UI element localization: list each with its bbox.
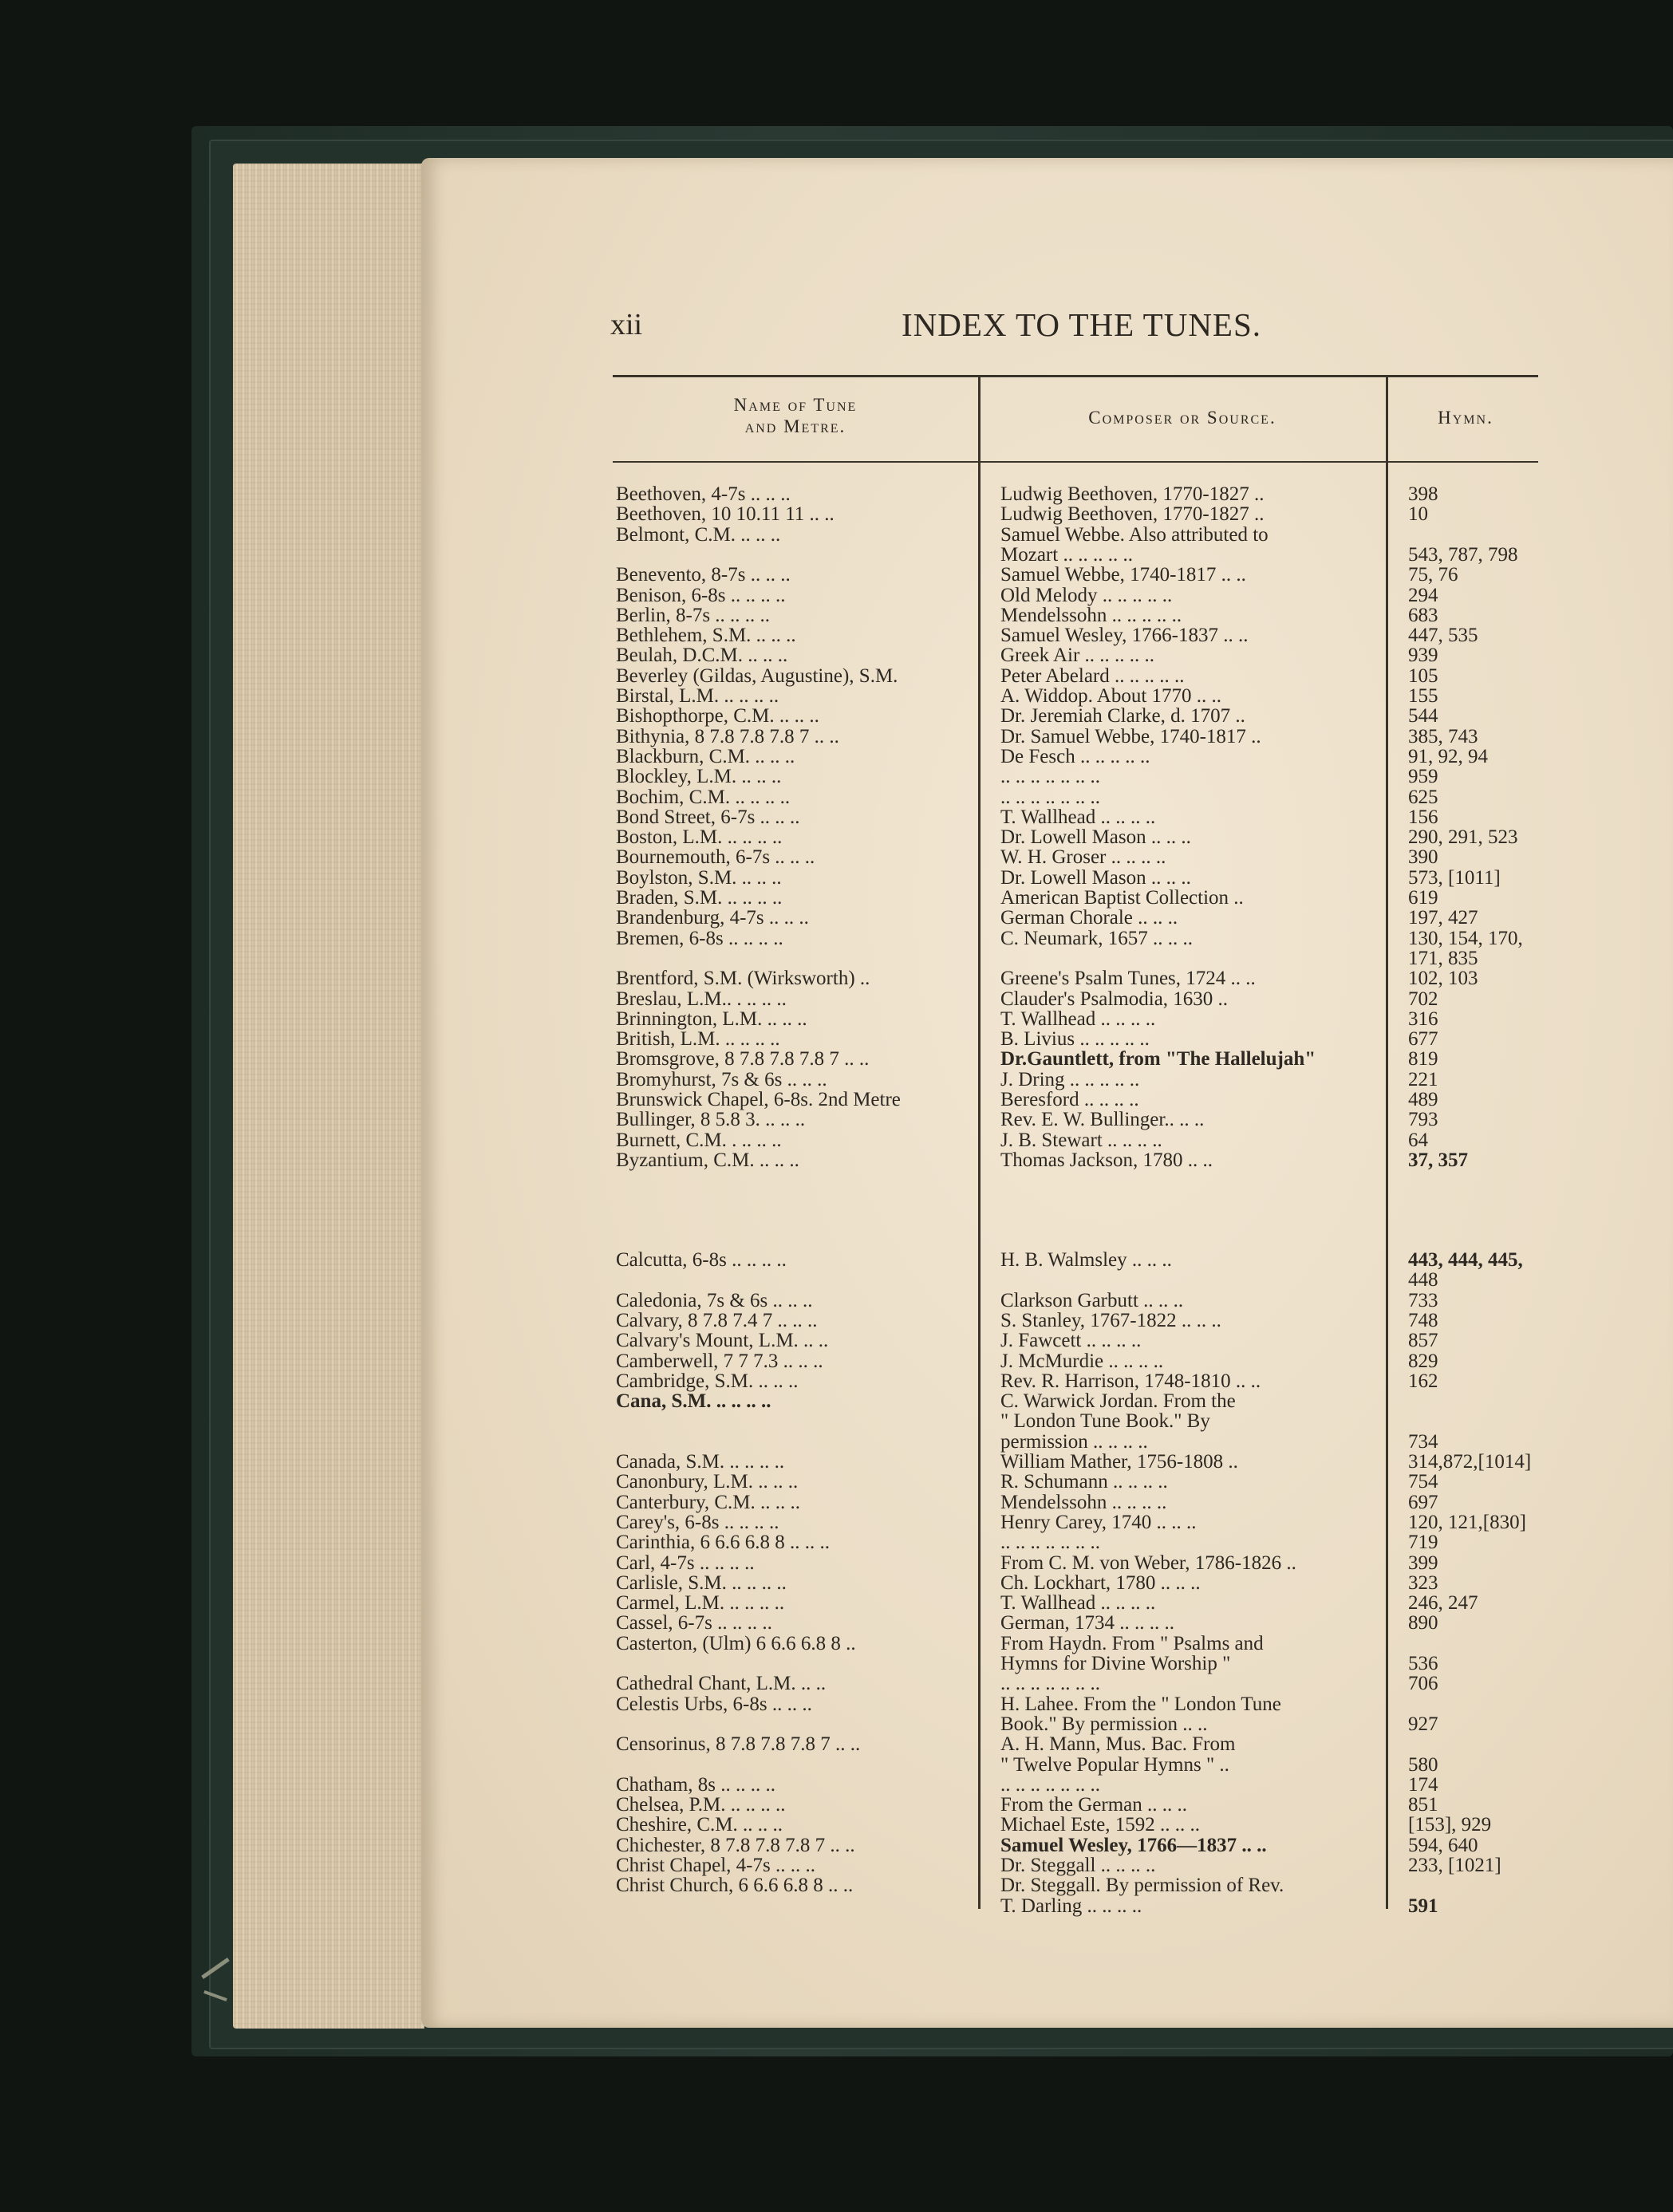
entry-composer: De Fesch .. .. .. .. .. bbox=[1000, 745, 1150, 767]
entry-composer: J. McMurdie .. .. .. .. bbox=[1000, 1350, 1164, 1372]
entry-name: Canada, S.M. .. .. .. .. bbox=[616, 1451, 785, 1473]
entry-name: Christ Church, 6 6.6 6.8 8 .. .. bbox=[616, 1875, 854, 1897]
entry-composer: Old Melody .. .. .. .. .. bbox=[1000, 584, 1173, 606]
entry-hymn: 580 bbox=[1408, 1753, 1438, 1776]
entry-composer: S. Stanley, 1767-1822 .. .. .. bbox=[1000, 1309, 1221, 1331]
entry-hymn: 162 bbox=[1408, 1370, 1438, 1392]
entry-hymn: 447, 535 bbox=[1408, 625, 1478, 647]
entry-hymn: 37, 357 bbox=[1408, 1149, 1468, 1171]
entry-hymn: 619 bbox=[1408, 887, 1438, 909]
entry-composer: Greek Air .. .. .. .. .. bbox=[1000, 645, 1155, 667]
entry-name: Braden, S.M. .. .. .. .. bbox=[616, 887, 783, 909]
entry-hymn: 719 bbox=[1408, 1532, 1438, 1554]
entry-name: Bullinger, 8 5.8 3. .. .. .. bbox=[616, 1109, 806, 1131]
entry-composer: From Haydn. From " Psalms and bbox=[1000, 1632, 1264, 1654]
entry-hymn: 221 bbox=[1408, 1068, 1438, 1090]
entry-hymn: 489 bbox=[1408, 1089, 1438, 1110]
entry-name: Casterton, (Ulm) 6 6.6 6.8 8 .. bbox=[616, 1632, 856, 1654]
entry-composer: J. Fawcett .. .. .. .. bbox=[1000, 1330, 1142, 1352]
entry-composer: J. B. Stewart .. .. .. .. bbox=[1000, 1129, 1162, 1151]
entry-composer: Samuel Webbe, 1740-1817 .. .. bbox=[1000, 564, 1246, 586]
page-number: xii bbox=[610, 308, 643, 341]
entry-hymn: 399 bbox=[1408, 1552, 1438, 1574]
entry-name: Beulah, D.C.M. .. .. .. bbox=[616, 645, 788, 667]
page-title: INDEX TO THE TUNES. bbox=[902, 306, 1262, 343]
entry-name: Bochim, C.M. .. .. .. .. bbox=[616, 786, 791, 808]
entry-composer: T. Wallhead .. .. .. .. bbox=[1000, 1007, 1156, 1030]
entry-name: Canterbury, C.M. .. .. .. bbox=[616, 1491, 800, 1513]
entry-composer: .. .. .. .. .. .. .. bbox=[1000, 766, 1100, 788]
entry-hymn: 10 bbox=[1408, 503, 1428, 526]
entry-composer: T. Wallhead .. .. .. .. bbox=[1000, 1592, 1156, 1615]
entry-hymn bbox=[1408, 1734, 1552, 1755]
entry-composer: J. Dring .. .. .. .. .. bbox=[1000, 1068, 1140, 1090]
entry-composer: Peter Abelard .. .. .. .. .. bbox=[1000, 664, 1185, 687]
entry-name: Bremen, 6-8s .. .. .. .. bbox=[616, 927, 783, 949]
entry-hymn: 174 bbox=[1408, 1773, 1438, 1796]
entry-name bbox=[616, 1432, 965, 1453]
entry-name: Burnett, C.M. . .. .. .. bbox=[616, 1129, 782, 1151]
entry-hymn: 316 bbox=[1408, 1007, 1438, 1030]
entry-composer: " Twelve Popular Hymns " .. bbox=[1000, 1753, 1229, 1776]
entry-hymn: 233, [1021] bbox=[1408, 1855, 1501, 1876]
entry-hymn: 851 bbox=[1408, 1794, 1438, 1816]
entry-name: Beverley (Gildas, Augustine), S.M. bbox=[616, 664, 898, 687]
entry-composer: permission .. .. .. .. bbox=[1000, 1430, 1148, 1453]
entry-composer: Mendelssohn .. .. .. .. bbox=[1000, 1491, 1167, 1513]
entry-composer: Dr. Samuel Webbe, 1740-1817 .. bbox=[1000, 725, 1261, 747]
entry-name: Cheshire, C.M. .. .. .. bbox=[616, 1814, 783, 1836]
entry-name: Calvary, 8 7.8 7.4 7 .. .. .. bbox=[616, 1309, 818, 1331]
entry-name: Cana, S.M. .. .. .. .. bbox=[616, 1390, 771, 1413]
entry-hymn: 120, 121,[830] bbox=[1408, 1511, 1526, 1533]
entry-hymn bbox=[1408, 1875, 1552, 1896]
entry-name: Boston, L.M. .. .. .. .. bbox=[616, 826, 783, 849]
entry-name: Bethlehem, S.M. .. .. .. bbox=[616, 625, 796, 647]
entry-composer: Dr. Lowell Mason .. .. .. bbox=[1000, 826, 1191, 849]
entry-name: British, L.M. .. .. .. .. bbox=[616, 1028, 780, 1051]
entry-hymn: 829 bbox=[1408, 1350, 1438, 1372]
entry-composer: From C. M. von Weber, 1786-1826 .. bbox=[1000, 1552, 1296, 1574]
entry-name: Cambridge, S.M. .. .. .. bbox=[616, 1370, 799, 1392]
entry-composer: T. Darling .. .. .. .. bbox=[1000, 1895, 1142, 1917]
entry-hymn: 398 bbox=[1408, 483, 1438, 505]
entry-name bbox=[616, 1896, 965, 1917]
entry-name: Censorinus, 8 7.8 7.8 7.8 7 .. .. bbox=[616, 1733, 861, 1756]
entry-name: Caledonia, 7s & 6s .. .. .. bbox=[616, 1289, 813, 1311]
entry-composer: Henry Carey, 1740 .. .. .. bbox=[1000, 1511, 1197, 1533]
entry-composer: .. .. .. .. .. .. .. bbox=[1000, 1773, 1100, 1796]
entry-hymn: 130, 154, 170, bbox=[1408, 927, 1523, 949]
entry-name bbox=[616, 1411, 965, 1432]
entry-name: Chelsea, P.M. .. .. .. .. bbox=[616, 1794, 786, 1816]
entry-name: Chatham, 8s .. .. .. .. bbox=[616, 1773, 775, 1796]
entry-composer: Rev. E. W. Bullinger.. .. .. bbox=[1000, 1109, 1205, 1131]
entry-hymn: 793 bbox=[1408, 1109, 1438, 1131]
entry-name: Beethoven, 4-7s .. .. .. bbox=[616, 483, 791, 505]
entry-composer: Dr. Steggall. By permission of Rev. bbox=[1000, 1875, 1284, 1897]
entry-hymn: 544 bbox=[1408, 705, 1438, 727]
entry-hymn: 290, 291, 523 bbox=[1408, 826, 1518, 849]
entry-composer: H. B. Walmsley .. .. .. bbox=[1000, 1249, 1172, 1271]
entry-composer: " London Tune Book." By bbox=[1000, 1410, 1210, 1433]
entry-hymn: 197, 427 bbox=[1408, 907, 1478, 929]
entry-name bbox=[616, 1270, 965, 1291]
entry-composer: Dr. Lowell Mason .. .. .. bbox=[1000, 866, 1191, 889]
table-top-rule bbox=[613, 375, 1538, 377]
entry-name: Brinnington, L.M. .. .. .. bbox=[616, 1007, 807, 1030]
entry-composer: Book." By permission .. .. bbox=[1000, 1713, 1208, 1735]
entry-composer: William Mather, 1756-1808 .. bbox=[1000, 1451, 1238, 1473]
entry-name: Calcutta, 6-8s .. .. .. .. bbox=[616, 1249, 787, 1271]
column-header-composer: Composer or Source. bbox=[1088, 408, 1276, 428]
entry-hymn: 706 bbox=[1408, 1673, 1438, 1695]
entry-composer: A. Widdop. About 1770 .. .. bbox=[1000, 685, 1222, 707]
entry-hymn bbox=[1408, 525, 1552, 546]
entry-hymn: [153], 929 bbox=[1408, 1814, 1492, 1836]
entry-hymn: 536 bbox=[1408, 1653, 1438, 1674]
entry-composer: .. .. .. .. .. .. .. bbox=[1000, 786, 1100, 808]
entry-hymn: 939 bbox=[1408, 645, 1438, 667]
entry-hymn: 734 bbox=[1408, 1430, 1438, 1453]
column-header-hymn: Hymn. bbox=[1438, 408, 1493, 428]
entry-hymn: 246, 247 bbox=[1408, 1592, 1478, 1615]
entry-hymn: 697 bbox=[1408, 1491, 1438, 1513]
entry-composer: T. Wallhead .. .. .. .. bbox=[1000, 806, 1156, 828]
entry-composer bbox=[1000, 948, 1366, 969]
entry-name: Berlin, 8-7s .. .. .. .. bbox=[616, 604, 771, 626]
entry-composer: W. H. Groser .. .. .. .. bbox=[1000, 846, 1166, 869]
entry-hymn: 75, 76 bbox=[1408, 564, 1458, 586]
entry-hymn: 819 bbox=[1408, 1048, 1438, 1071]
entry-name: Breslau, L.M.. . .. .. .. bbox=[616, 988, 787, 1010]
entry-name: Birstal, L.M. .. .. .. .. bbox=[616, 685, 779, 707]
column-divider-1 bbox=[978, 375, 981, 1909]
entry-hymn: 323 bbox=[1408, 1571, 1438, 1594]
entry-name: Carey's, 6-8s .. .. .. .. bbox=[616, 1511, 779, 1533]
entry-hymn: 64 bbox=[1408, 1129, 1428, 1151]
column-divider-2 bbox=[1386, 375, 1388, 1909]
entry-hymn bbox=[1408, 1391, 1552, 1412]
entry-composer: Ludwig Beethoven, 1770-1827 .. bbox=[1000, 483, 1265, 505]
entry-hymn: 702 bbox=[1408, 988, 1438, 1010]
entry-name bbox=[616, 1654, 965, 1674]
entry-name: Calvary's Mount, L.M. .. .. bbox=[616, 1330, 829, 1352]
entry-composer: Samuel Wesley, 1766-1837 .. .. bbox=[1000, 625, 1249, 647]
entry-name: Bond Street, 6-7s .. .. .. bbox=[616, 806, 800, 828]
entry-name: Benevento, 8-7s .. .. .. bbox=[616, 564, 791, 586]
entry-name: Blackburn, C.M. .. .. .. bbox=[616, 745, 795, 767]
entry-composer: Samuel Wesley, 1766—1837 .. .. bbox=[1000, 1834, 1267, 1856]
entry-hymn bbox=[1408, 1634, 1552, 1654]
entry-name bbox=[616, 948, 965, 969]
entry-hymn: 91, 92, 94 bbox=[1408, 745, 1488, 767]
entry-name bbox=[616, 1755, 965, 1776]
entry-hymn: 156 bbox=[1408, 806, 1438, 828]
entry-hymn: 171, 835 bbox=[1408, 947, 1478, 969]
entry-hymn: 594, 640 bbox=[1408, 1834, 1478, 1856]
entry-hymn: 390 bbox=[1408, 846, 1438, 869]
entry-hymn: 443, 444, 445, bbox=[1408, 1249, 1523, 1271]
entry-composer: .. .. .. .. .. .. .. bbox=[1000, 1673, 1100, 1695]
entry-composer: Ch. Lockhart, 1780 .. .. .. bbox=[1000, 1571, 1201, 1594]
entry-composer: Beresford .. .. .. .. bbox=[1000, 1089, 1139, 1110]
entry-composer: Clauder's Psalmodia, 1630 .. bbox=[1000, 988, 1229, 1010]
entry-hymn: 677 bbox=[1408, 1028, 1438, 1051]
entry-name: Bromsgrove, 8 7.8 7.8 7.8 7 .. .. bbox=[616, 1048, 870, 1071]
column-header-name bbox=[616, 394, 975, 437]
entry-hymn: 890 bbox=[1408, 1612, 1438, 1634]
entry-composer: B. Livius .. .. .. .. .. bbox=[1000, 1028, 1150, 1051]
entry-hymn: 155 bbox=[1408, 685, 1438, 707]
entry-composer: Dr. Steggall .. .. .. .. bbox=[1000, 1855, 1156, 1876]
entry-hymn: 385, 743 bbox=[1408, 725, 1478, 747]
entry-name: Brunswick Chapel, 6-8s. 2nd Metre bbox=[616, 1089, 901, 1110]
entry-hymn bbox=[1408, 1411, 1552, 1432]
entry-hymn: 448 bbox=[1408, 1269, 1438, 1291]
entry-name: Bournemouth, 6-7s .. .. .. bbox=[616, 846, 815, 869]
entry-name: Blockley, L.M. .. .. .. bbox=[616, 766, 782, 788]
entry-composer: Ludwig Beethoven, 1770-1827 .. bbox=[1000, 503, 1265, 526]
entry-name: Camberwell, 7 7 7.3 .. .. .. bbox=[616, 1350, 823, 1372]
entry-name: Boylston, S.M. .. .. .. bbox=[616, 866, 782, 889]
table-header-rule bbox=[613, 461, 1538, 463]
entry-hymn: 959 bbox=[1408, 766, 1438, 788]
entry-name: Brentford, S.M. (Wirksworth) .. bbox=[616, 968, 870, 990]
entry-hymn: 314,872,[1014] bbox=[1408, 1451, 1532, 1473]
entry-hymn: 748 bbox=[1408, 1309, 1438, 1331]
entry-composer: Clarkson Garbutt .. .. .. bbox=[1000, 1289, 1184, 1311]
entry-name bbox=[616, 1714, 965, 1735]
entry-composer: H. Lahee. From the " London Tune bbox=[1000, 1693, 1281, 1715]
entry-hymn: 733 bbox=[1408, 1289, 1438, 1311]
entry-name: Carinthia, 6 6.6 6.8 8 .. .. .. bbox=[616, 1532, 831, 1554]
entry-composer: Thomas Jackson, 1780 .. .. bbox=[1000, 1149, 1213, 1171]
entry-composer: Greene's Psalm Tunes, 1724 .. .. bbox=[1000, 968, 1256, 990]
entry-composer: From the German .. .. .. bbox=[1000, 1794, 1187, 1816]
column-header-name-line2: and Metre. bbox=[744, 416, 846, 436]
entry-composer bbox=[1000, 1270, 1366, 1291]
entry-name: Canonbury, L.M. .. .. .. bbox=[616, 1471, 799, 1493]
entry-composer: Hymns for Divine Worship " bbox=[1000, 1653, 1231, 1674]
column-header-name-line1: Name of Tune bbox=[733, 395, 858, 415]
entry-name: Carmel, L.M. .. .. .. .. bbox=[616, 1592, 785, 1615]
entry-name: Carl, 4-7s .. .. .. .. bbox=[616, 1552, 755, 1574]
entry-hymn: 294 bbox=[1408, 584, 1438, 606]
entry-hymn: 102, 103 bbox=[1408, 968, 1478, 990]
entry-hymn: 543, 787, 798 bbox=[1408, 543, 1518, 566]
entry-hymn: 573, [1011] bbox=[1408, 866, 1501, 889]
entry-hymn: 105 bbox=[1408, 664, 1438, 687]
entry-composer: A. H. Mann, Mus. Bac. From bbox=[1000, 1733, 1236, 1756]
entry-name: Benison, 6-8s .. .. .. .. bbox=[616, 584, 786, 606]
entry-hymn: 754 bbox=[1408, 1471, 1438, 1493]
entry-name: Bithynia, 8 7.8 7.8 7.8 7 .. .. bbox=[616, 725, 839, 747]
entry-hymn: 927 bbox=[1408, 1713, 1438, 1735]
entry-composer: C. Warwick Jordan. From the bbox=[1000, 1390, 1236, 1413]
entry-name: Celestis Urbs, 6-8s .. .. .. bbox=[616, 1693, 812, 1715]
entry-composer: C. Neumark, 1657 .. .. .. bbox=[1000, 927, 1193, 949]
entry-composer: Michael Este, 1592 .. .. .. bbox=[1000, 1814, 1200, 1836]
entry-composer: .. .. .. .. .. .. .. bbox=[1000, 1532, 1100, 1554]
entry-name: Christ Chapel, 4-7s .. .. .. bbox=[616, 1855, 815, 1876]
entry-hymn: 591 bbox=[1408, 1895, 1438, 1917]
entry-hymn: 683 bbox=[1408, 604, 1438, 626]
entry-name: Brandenburg, 4-7s .. .. .. bbox=[616, 907, 809, 929]
entry-composer: R. Schumann .. .. .. .. bbox=[1000, 1471, 1168, 1493]
entry-name: Byzantium, C.M. .. .. .. bbox=[616, 1149, 799, 1171]
entry-name: Cassel, 6-7s .. .. .. .. bbox=[616, 1612, 772, 1634]
entry-name: Belmont, C.M. .. .. .. bbox=[616, 523, 781, 546]
entry-composer: American Baptist Collection .. bbox=[1000, 887, 1244, 909]
entry-name: Bishopthorpe, C.M. .. .. .. bbox=[616, 705, 819, 727]
entry-hymn bbox=[1408, 1694, 1552, 1715]
entry-name: Beethoven, 10 10.11 11 .. .. bbox=[616, 503, 835, 526]
entry-name: Bromyhurst, 7s & 6s .. .. .. bbox=[616, 1068, 827, 1090]
page-edges-texture bbox=[233, 164, 424, 2029]
entry-hymn: 625 bbox=[1408, 786, 1438, 808]
entry-composer: German, 1734 .. .. .. .. bbox=[1000, 1612, 1175, 1634]
entry-name: Cathedral Chant, L.M. .. .. bbox=[616, 1673, 827, 1695]
entry-hymn: 857 bbox=[1408, 1330, 1438, 1352]
entry-composer: Samuel Webbe. Also attributed to bbox=[1000, 523, 1269, 546]
entry-name: Carlisle, S.M. .. .. .. .. bbox=[616, 1571, 787, 1594]
entry-composer: German Chorale .. .. .. bbox=[1000, 907, 1178, 929]
entry-composer: Dr. Jeremiah Clarke, d. 1707 .. bbox=[1000, 705, 1245, 727]
entry-composer: Mozart .. .. .. .. .. bbox=[1000, 543, 1133, 566]
entry-composer: Rev. R. Harrison, 1748-1810 .. .. bbox=[1000, 1370, 1261, 1392]
entry-name: Chichester, 8 7.8 7.8 7.8 7 .. .. bbox=[616, 1834, 855, 1856]
entry-composer: Dr.Gauntlett, from "The Hallelujah" bbox=[1000, 1048, 1316, 1071]
entry-composer: Mendelssohn .. .. .. .. .. bbox=[1000, 604, 1182, 626]
entry-name bbox=[616, 545, 965, 566]
